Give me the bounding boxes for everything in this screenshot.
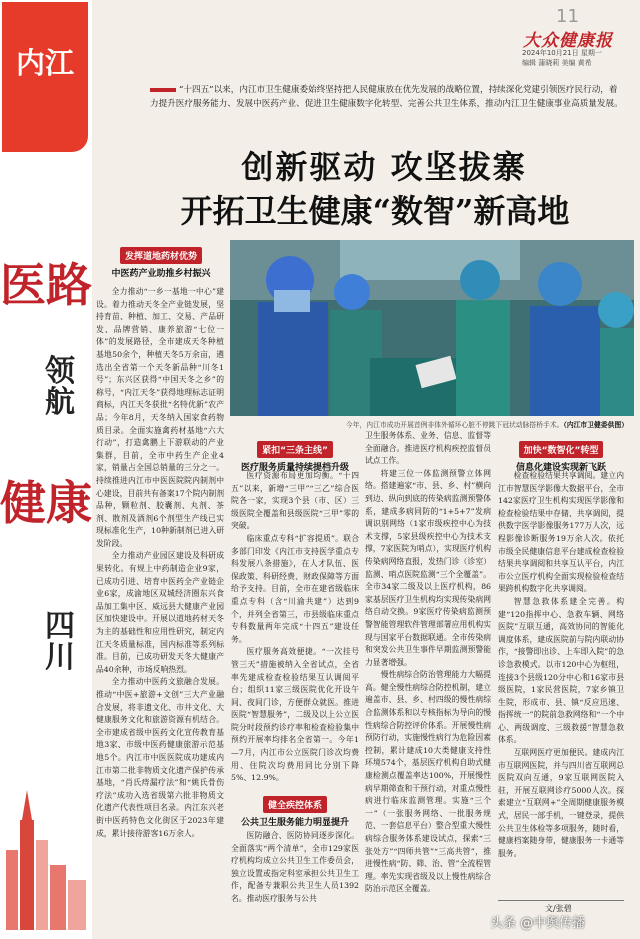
side-slogan-1: 医路 bbox=[0, 258, 92, 312]
section-badge-2: 紧扣“三条主线” bbox=[257, 441, 333, 458]
paragraph: 全力推动产业园区建设及科研成果转化。有规上中药制造企业9家，已成功引进、培育中医药全产业链企业6家，成渝地区双城经济圈东兴食品加工集中区、威远县大健康产业园区加快建设中。开展以道地药材天冬为主的基础性和应用性研究，制定内江天冬质量标准，国内标准等系列标准。目前，已成功研发天冬大健康产品40余种，市场反响热烈。 bbox=[96, 551, 224, 674]
caption-text: 今年，内江市成功开展首例非体外循环心脏不停跳下冠状动脉搭桥手术。 bbox=[345, 421, 564, 429]
section-heading-1 bbox=[96, 244, 226, 279]
article-column-3 bbox=[365, 430, 491, 935]
masthead-logo: 大众健康报 bbox=[523, 31, 613, 51]
side-slogan-3: 健康 bbox=[0, 476, 92, 530]
section-title-3: 信息化建设实现新飞跃 bbox=[515, 463, 606, 473]
article-column-2 bbox=[231, 470, 359, 790]
photo-caption bbox=[250, 419, 628, 429]
issue-date: 2024年10月21日 星期一 bbox=[522, 49, 602, 57]
left-strip bbox=[0, 0, 92, 939]
paragraph: 全力推动“一乡一基地一中心”建设。着力推动天冬全产业链发展，坚持育苗、种植、加工、交易、产品研发、品牌营销、康养旅游“七位一体”的发展路径，全市建成天冬种植基地50余个，种植天冬5万余亩，遴选出全省第一个天冬新品种“川冬1号”；东兴区获得“中国天冬之乡”的称号，“内江天冬”获得地理标志证明商标，内江天冬获批“名特优新”农产品；今年8月，天冬纳入国家食药物质目录。全面实施禽药材基地“六大行动”，打造禽鹏上下游联动的产业集群，目前，全市中药生产企业4家，销量占全国总销量的三分之一。持续推进内江市中医医院院内制剂中心建设，目前共有备案17个院内制剂品种，颗粒剂、胶囊剂、丸剂、茶剂、散剂及酒剂6个剂型生产线已实现标准化生产，10种新制剂已进入研发阶段。 bbox=[96, 287, 224, 548]
paragraph: 智慧急救体系建全完善。构建“120指挥中心、急救车辆、网络医院”互联互通，高效协同的智能化调度体系，建成医院前与院内联动协作，“接警即出诊、上车即入院”的急诊急救模式。以市120中心为枢纽，连接3个县级120分中心和16家市县级医院，1家民营医院，7家乡镇卫生院，形成市、县、镇“反应迅速、指挥统一”的院前急救网络和“一个中心、两级调度、三级救援”智慧急救体系。 bbox=[498, 596, 624, 745]
paragraph: 互联网医疗更加便民。建成内江市互联网医院，并与四川省互联网总医院双向互通，9家互联网医院入驻，开展互联网诊疗5000人次。探索建立“互联网+”全周期健康服务模式，居民一部手机，一键登录，提供公共卫生体检等多项服务，随时看，健康档案随身带，健康服务一卡通等服务。 bbox=[498, 748, 624, 858]
article-column-2b bbox=[231, 830, 359, 930]
paragraph: 临床重点专科“扩容提质”。联合多部门印发《内江市支持医学重点专科发展八条措施》，在人才队伍、医保政策、科研经费、财政保障等方面给予支持。目前，全市在建省级临床重点专科（含“川渝共建”）达到9个，并列全省第三，市县级临床重点专科数量两年完成“十四五”建设任务。 bbox=[231, 533, 359, 644]
page-number: 11 bbox=[556, 6, 579, 27]
section-heading-2 bbox=[231, 438, 359, 473]
section-heading-4 bbox=[231, 793, 359, 828]
section-heading-3 bbox=[498, 438, 624, 473]
paragraph: 医防融合、医防协同逐步深化。全面落实“两个清单”，全市129家医疗机构均成立公共卫生工作委员会，独立设置或指定科室承担公共卫生工作，配备专兼职公共卫生人员1392名。推动医疗服务与公共 bbox=[231, 831, 359, 903]
section-title-2: 医疗服务质量持续提档升级 bbox=[240, 463, 349, 473]
city-skyline-icon bbox=[0, 780, 92, 930]
issue-meta bbox=[522, 48, 602, 68]
watermark: 头条 @中舆传播 bbox=[490, 916, 586, 931]
author-credit: 文/张碧 bbox=[545, 904, 572, 913]
section-badge-1: 发挥道地药材优势 bbox=[120, 247, 202, 264]
lead-bar bbox=[150, 88, 176, 92]
city-tab bbox=[2, 2, 88, 152]
caption-credit: （内江市卫健委供图） bbox=[563, 421, 628, 429]
author-divider bbox=[498, 900, 624, 901]
article-column-4 bbox=[498, 470, 624, 898]
paragraph: 医疗服务高效便捷。“一次挂号管三天”措施被纳入全省试点，全省率先建成检查检验结果互认调阅平台；组织11家三级医院优化开设午间、夜间门诊，方便群众就医。推进医院“智慧服务”，二级及以上公立医院分时段预约诊疗率和检查检验集中预约开展率均排名全省第一。今年1—7月，内江市公立医院门诊次均费用、住院次均费用同比分别下降5%、12.9%。 bbox=[231, 647, 359, 783]
paragraph: 卫生服务体系、业务、信息、监督等全面融合。推进医疗机构疾控监督员试点工作。 bbox=[365, 431, 491, 466]
paragraph: 慢性病综合防治管理能力大幅提高。健全慢性病综合防控机制，建立遍盖市、县、乡、村四级的慢性病综合监测体系和以专核指标为导向的慢性病综合防控评价体系。开展慢性病预防行动，实施慢性病行为危险因素控制，累计建成10大类健康支持性环境574个，基层医疗机构自助式健康检测点覆盖率达100%，开展慢性病早期筛查和干预行动，对重点慢性病进行临床监测管理。实施“三个一”（一张服务网络、一批服务规范、一套信息平台）整合型重大慢性病综合服务体系建设试点，探索“三张处方”“四师共管”“三高共管”，推进慢性病“防、筛、治、管”全流程管理。率先实现省级及以上慢性病综合防治示范区全覆盖。 bbox=[365, 670, 491, 894]
section-badge-3: 加快“数智化”转型 bbox=[519, 441, 604, 458]
side-slogan-4: 四川 bbox=[45, 609, 75, 675]
paragraph: 检查检验结果共享调阅。建立内江市智慧医学影像大数据平台，全市142家医疗卫生机构实现医学影像和检查检验结果中存储、共享调阅，提供数字医学影像服务177万人次，远程影像诊断服务19万余人次。依托市级全民健康信息平台建成检查检验结果共享调阅和共享互认平台，内江市公立医疗机构全面实现检验检查结果跨机构数字化共享调阅。 bbox=[498, 471, 624, 594]
section-title-1: 中医药产业助推乡村振兴 bbox=[111, 269, 211, 279]
paragraph: 将建三位一体监测预警立体网络。搭建遍家“市、县、乡、村”横向到边、纵向到底的传染病监测预警体系，建成多病同防的“1+5+7”发病调识别网络（1家市级疾控中心为技术支撑，5家县级疾控中心为技术支撑，7家医院为哨点），实现医疗机构传染病网络直报，发热门诊（诊室）监测、哨点医院监测“三个全覆盖”。全市34家二级及以上医疗机构，86家基层医疗卫生机构均实现传染病网络自动交换。9家医疗传染病监测预警智能管理软件管理部署应用机构实现与国家平台数据联通。全市传染病和突发公共卫生事件早期监测预警能力显著增强。 bbox=[365, 468, 491, 667]
city-tag: 内江 bbox=[15, 46, 74, 80]
paragraph: 医疗资源布局更加均衡。“十四五”以来，新增“三甲”“三乙”综合医院各一家，实现3个县（市、区）三级医院全覆盖和县级医院“三甲”零的突破。 bbox=[231, 471, 359, 531]
lead-paragraph bbox=[150, 84, 624, 111]
surgery-photo bbox=[230, 240, 634, 416]
editor-credit: 编辑 蒲晓莉 美编 黄希 bbox=[522, 59, 592, 67]
headline-line-2: 开拓卫生健康“数智”新高地 bbox=[180, 192, 570, 230]
paragraph: 全力推动中医药文旅融合发展。推动“中医+旅游+文创”三大产业融合发展，将非遗文化、市井文化、大健康服务文化和旅游资源有机结合。全市建成省级中医药文化宣传教育基地3家、市级中医药健康旅游示范基地5个。内江市中医医院成功建成内江市第二批非物质文化遗产保护传承基地，“肖氏痔漏疗法”和“姚氏骨伤疗法”成功入选省级第六批非物质文化遗产代表性项目名录。内江东兴老街中医药特色文化街区于2023年建成，累计接待游客16万余人。 bbox=[96, 677, 224, 838]
section-badge-4: 健全疾控体系 bbox=[263, 796, 327, 813]
section-title-4: 公共卫生服务能力明显提升 bbox=[240, 818, 349, 828]
side-slogan-2: 领航 bbox=[45, 354, 75, 420]
article-column-1 bbox=[96, 286, 224, 926]
lead-text: “十四五”以来，内江市卫生健康委始终坚持把人民健康放在优先发展的战略位置，持续深化党建引领医疗民行动，着力提升医疗服务能力、发展中医药产业、促进卫生健康数字化转型、完善公共卫生体系，推动内江卫生健康事业高质量发展。 bbox=[150, 85, 623, 109]
headline-line-1: 创新驱动 攻坚拔寨 bbox=[241, 148, 527, 186]
